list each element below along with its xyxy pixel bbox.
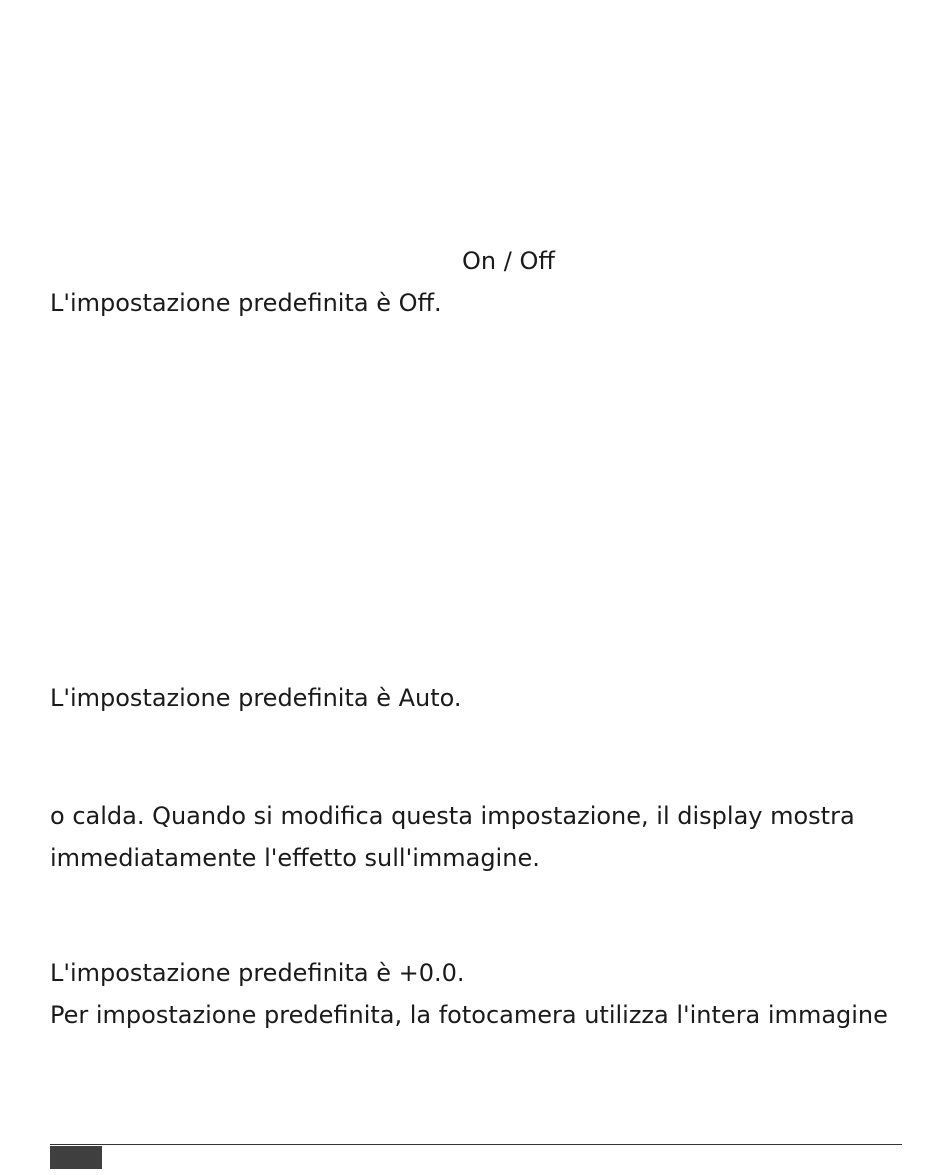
footer-divider [50, 1144, 902, 1145]
body-text-line: immediatamente l'effetto sull'immagine. [50, 844, 540, 872]
body-text-line: o calda. Quando si modifica questa impostazione, il display mostra [50, 802, 855, 830]
footer-page-tab [50, 1146, 102, 1169]
default-zero-text: L'impostazione predefinita è +0.0. [50, 959, 465, 987]
default-off-text: L'impostazione predefinita è Off. [50, 289, 442, 317]
body-text-line: Per impostazione predefinita, la fotocamera utilizza l'intera immagine [50, 1001, 888, 1029]
on-off-option-text: On / Off [462, 247, 555, 275]
default-auto-text: L'impostazione predefinita è Auto. [50, 684, 462, 712]
